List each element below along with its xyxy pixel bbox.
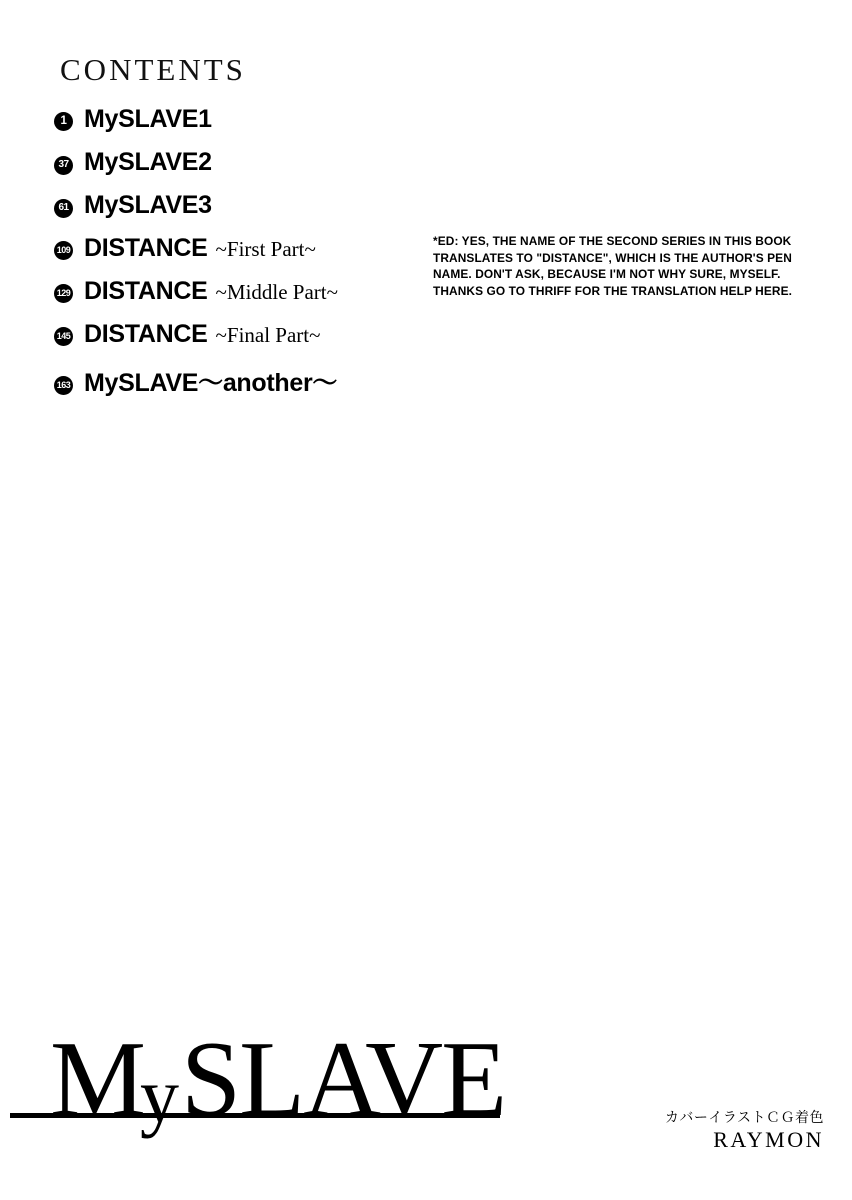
editor-note-line: THANKS GO TO THRIFF FOR THE TRANSLATION HELP HERE. [433, 283, 793, 298]
page-number-badge: 145 [54, 327, 73, 346]
list-item[interactable] [54, 363, 474, 406]
list-item[interactable] [54, 148, 474, 191]
cover-credit [665, 1110, 824, 1152]
list-item-title: DISTANCE [84, 234, 208, 262]
page-number-badge: 37 [54, 156, 73, 175]
list-item[interactable] [54, 277, 474, 320]
page-number-badge: 163 [54, 376, 73, 395]
editor-note-line: TRANSLATES TO "DISTANCE", WHICH IS THE AUTHOR'S PEN [433, 250, 792, 265]
credit-artist-name: RAYMON [713, 1126, 824, 1152]
credit-japanese-label: カバーイラストＣＧ着色 [664, 1109, 824, 1126]
logo-letter-y: y [140, 1052, 178, 1139]
page-number-badge: 109 [54, 241, 73, 260]
editor-note-line: *ED: YES, THE NAME OF THE SECOND SERIES IN THIS BOOK [433, 234, 792, 248]
list-item[interactable] [54, 320, 474, 363]
logo-letter-m: M [50, 1020, 145, 1139]
list-item-subtitle: ~Final Part~ [215, 323, 321, 347]
list-item-title: MySLAVE3 [84, 191, 212, 219]
list-item-title: MySLAVE〜another〜 [84, 369, 338, 397]
list-item-title: MySLAVE1 [84, 105, 212, 133]
editor-note [433, 233, 809, 299]
editor-note-line: NAME. DON'T ASK, BECAUSE I'M NOT WHY SURE, MYSELF. [433, 267, 781, 281]
list-item-subtitle: ~Middle Part~ [215, 280, 338, 304]
page-number-badge: 129 [54, 284, 73, 303]
list-item-title: MySLAVE2 [84, 148, 212, 176]
list-item-subtitle: ~First Part~ [215, 237, 316, 261]
list-item[interactable] [54, 234, 474, 277]
logo-wordmark [50, 1020, 506, 1139]
page-title: CONTENTS [60, 52, 246, 87]
list-item-title: DISTANCE [84, 277, 208, 305]
list-item[interactable] [54, 191, 474, 234]
logo-word-slave: SLAVE [181, 1020, 506, 1139]
table-of-contents [54, 105, 474, 406]
list-item-title: DISTANCE [84, 320, 208, 348]
page-number-badge: 61 [54, 199, 73, 218]
page-number-badge: 1 [54, 112, 73, 131]
list-item[interactable] [54, 105, 474, 148]
